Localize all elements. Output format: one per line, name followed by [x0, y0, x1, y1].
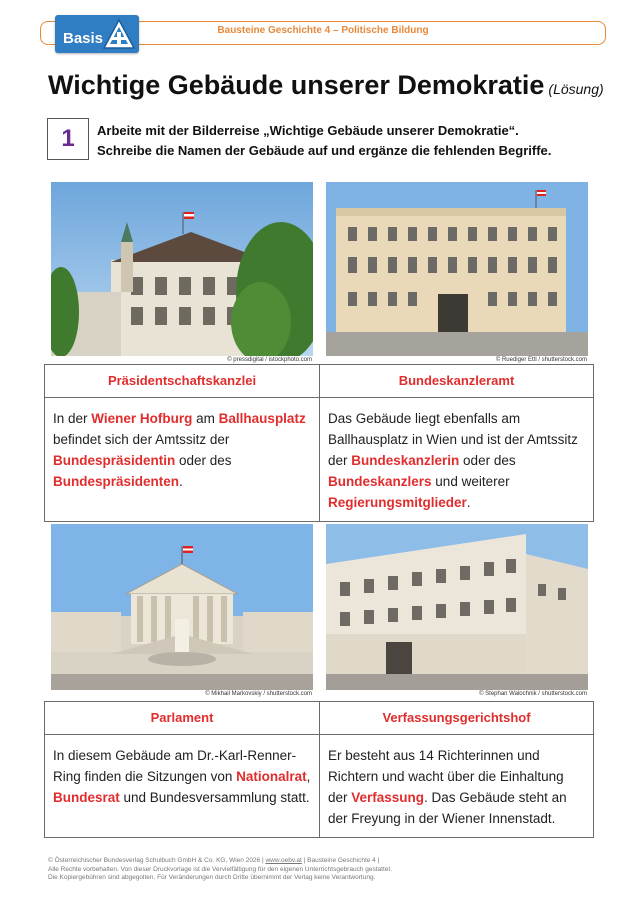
- answer-highlight: Bundesrat: [53, 790, 120, 805]
- building-name: Verfassungsgerichtshof: [319, 702, 593, 734]
- answer-table-1: [44, 364, 594, 522]
- photo-credit-3: © Mikhail Markovskiy / shutterstock.com: [205, 691, 312, 697]
- series-title: Bausteine Geschichte 4 – Politische Bildung: [217, 25, 429, 36]
- building-name: Parlament: [150, 710, 214, 725]
- answer-highlight: Wiener Hofburg: [91, 411, 193, 426]
- answer-highlight: Bundeskanzlerin: [351, 453, 460, 468]
- answer-highlight: Bundespräsidenten: [53, 474, 180, 489]
- photo-hofburg: [51, 182, 313, 356]
- task-instructions: [97, 121, 607, 161]
- table-header-row: [45, 702, 593, 735]
- answer-highlight: Ballhausplatz: [218, 411, 306, 426]
- answer-highlight: Verfassung: [351, 790, 425, 805]
- photo-parlament: [51, 524, 313, 690]
- title-sub: (Lösung): [548, 81, 604, 97]
- logo-text: Basis: [63, 30, 104, 47]
- task-number: 1: [47, 118, 89, 160]
- footer-line-2: Alle Rechte vorbehalten. Von dieser Druckvorlage ist die Vervielfältigung für den eigenen Unterrichtsgebrauch gestattet.: [48, 865, 392, 873]
- answer-highlight: Bundeskanzlers: [328, 474, 432, 489]
- table-header-row: [45, 365, 593, 398]
- building-name: Präsidentschaftskanzlei: [107, 373, 257, 388]
- building-description: In der Wiener Hofburg am Ballhausplatz befindet sich der Amtssitz der Bundespräsidentin oder des Bundespräsidenten.: [53, 411, 306, 489]
- photo-credit-1: © pressdigital / istockphoto.com: [227, 357, 312, 363]
- answer-table-2: [44, 701, 594, 838]
- photo-bundeskanzleramt: [326, 182, 588, 356]
- publisher-link[interactable]: www.oebv.at: [265, 857, 302, 864]
- table-body-row: [45, 735, 593, 837]
- page-title: [48, 70, 604, 101]
- building-description: Das Gebäude liegt ebenfalls am Ballhausplatz in Wien und ist der Amtssitz der Bundeskanzlerin oder des Bundeskanzlers und weiterer Regierungsmitglieder.: [319, 398, 593, 521]
- photo-verfassungsgerichtshof: [326, 524, 588, 690]
- task-line-1: Arbeite mit der Bilderreise „Wichtige Gebäude unserer Demokratie“.: [97, 123, 519, 138]
- photo-credit-4: © Stephan Walochnik / shutterstock.com: [479, 691, 587, 697]
- answer-highlight: Nationalrat: [236, 769, 307, 784]
- task-line-2: Schreibe die Namen der Gebäude auf und ergänze die fehlenden Begriffe.: [97, 143, 552, 158]
- triangle-logo-icon: [103, 18, 135, 50]
- footer-line-3: Die Kopiergebühren sind abgegolten. Für Veränderungen durch Dritte übernimmt der Verlag keine Verantwortung.: [48, 874, 376, 881]
- footer-line-1: © Österreichischer Bundesverlag Schulbuch GmbH & Co. KG, Wien 2026 | www.oebv.at | Bausteine Geschichte 4 |: [48, 857, 380, 864]
- building-name: Bundeskanzleramt: [319, 365, 593, 397]
- answer-highlight: Regierungsmitglieder: [328, 495, 467, 510]
- title-main: Wichtige Gebäude unserer Demokratie: [48, 70, 545, 100]
- footer-copyright: [48, 857, 608, 883]
- photo-credit-2: © Ruediger Ettl / shutterstock.com: [495, 357, 587, 363]
- building-description: Er besteht aus 14 Richterinnen und Richtern und wacht über die Einhaltung der Verfassung. Das Gebäude steht an der Freyung in der Wiener Innenstadt.: [319, 735, 593, 837]
- table-body-row: [45, 398, 593, 521]
- answer-highlight: Bundespräsidentin: [53, 453, 176, 468]
- basis-logo: [55, 15, 139, 53]
- building-description: In diesem Gebäude am Dr.-Karl-Renner-Ring finden die Sitzungen von Nationalrat, Bundesrat und Bundesversammlung statt.: [53, 748, 311, 805]
